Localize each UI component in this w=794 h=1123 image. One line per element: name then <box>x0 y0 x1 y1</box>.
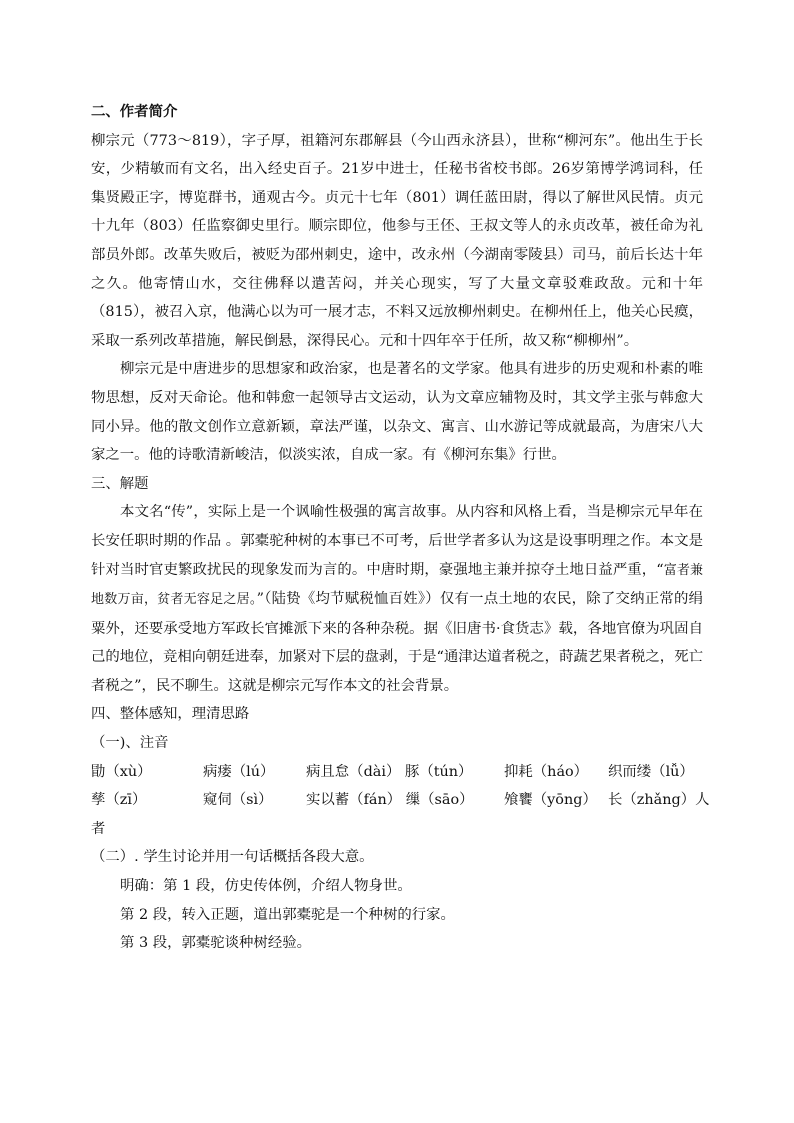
pronunciation-item: 病且怠（dài） 豚（tún） <box>306 763 473 780</box>
pronunciation-item: 勖（xù） <box>91 763 152 780</box>
document-body <box>91 98 710 958</box>
pronunciation-item: 长（zhǎng）人 <box>608 792 710 809</box>
paragraph-author-bio: 柳宗元（773～819），字子厚，祖籍河东郡解县（今山西永济县），世称“柳河东”。他出生于长安，少精敏而有文名，出入经史百子。21岁中进士，任秘书省校书郎。26岁第博学鸿词科，任集贤殿正字，博览群书，通观古今。贞元十七年（801）调任蓝田尉，得以了解世风民情。贞元十九年（803）任监察御史里行。顺宗即位，他参与王伾、王叔文等人的永贞改革，被任命为礼部员外郎。改革失败后，被贬为邵州刺史，途中，改永州（今湖南零陵县）司马，前后长达十年之久。他寄情山水，交往佛释以遣苦闷，并关心现实，写了大量文章驳难政敌。元和十年（815），被召入京，他满心以为可一展才志，不料又远放柳州刺史。在柳州任上，他关心民瘼，采取一系列改革措施，解民倒悬，深得民心。元和十四年卒于任所，故又称“柳柳州”。 <box>91 132 703 349</box>
summary-line: 明确：第 1 段，仿史传体例，介绍人物身世。 <box>120 878 412 895</box>
paragraph-title-explanation <box>91 498 703 700</box>
pronunciation-item: 实以蓄（fán） 缫（sāo） <box>306 792 474 809</box>
pronunciation-item: 抑耗（háo） <box>504 763 589 780</box>
summary-line: 第 2 段，转入正题，道出郭橐驼是一个种树的行家。 <box>120 906 455 923</box>
pronunciation-item: 孳（zī） <box>91 792 147 809</box>
pronunciation-item: 窥伺（sì） <box>203 792 273 809</box>
pronunciation-item: 织而缕（lǚ） <box>608 763 694 780</box>
inline-quote: 富者兼地数万亩，贫者无容足之居。 <box>91 562 703 608</box>
paragraph-author-assessment: 柳宗元是中唐进步的思想家和政治家，也是著名的文学家。他具有进步的历史观和朴素的唯物思想，反对天命论。他和韩愈一起领导古文运动，认为文章应辅物及时，其文学主张与韩愈大同小异。他的散文创作立意新颖，章法严谨，以杂文、寓言、山水游记等成就最高，为唐宋八大家之一。他的诗歌清新峻洁，似淡实浓，自成一家。有《柳河东集》行世。 <box>91 361 703 464</box>
summary-line: 第 3 段，郭橐驼谈种树经验。 <box>120 935 311 952</box>
section-heading-title-explanation: 三、解题 <box>91 475 149 492</box>
section-heading-overview: 四、整体感知，理清思路 <box>91 706 250 723</box>
subheading-paragraph-summary: （二）. 学生讨论并用一句话概括各段大意。 <box>91 849 374 866</box>
pronunciation-item: 飧饔（yōng） <box>504 792 597 809</box>
paragraph-text-before-quote: 本文名“传”，实际上是一个讽喻性极强的寓言故事。从内容和风格上看，当是柳宗元早年在长安任职时期的作品 。郭橐驼种树的本事已不可考，后世学者多认为这是设事明理之作。本文是针对当时官吏繁政扰民的现象发而为言的。中唐时期，豪强地主兼并掠夺土地日益严重，“ <box>91 504 703 578</box>
pronunciation-item-continuation: 者 <box>91 820 106 837</box>
pronunciation-item: 病瘘（lú） <box>203 763 275 780</box>
paragraph-text-after-quote: ”（陆贽《均节赋税恤百姓》）仅有一点土地的农民，除了交纳正常的绢粟外，还要承受地方军政长官摊派下来的各种杂税。据《旧唐书·食货志》载，各地官僚为巩固自己的地位，竞相向朝廷进奉，加紧对下层的盘剥，于是“通津达道者税之，莳蔬艺果者税之，死亡者税之”，民不聊生。这就是柳宗元写作本文的社会背景。 <box>91 591 703 694</box>
pronunciation-table <box>91 758 710 815</box>
section-heading-author: 二、作者简介 <box>91 103 178 120</box>
subheading-pronunciation: （一)、注音 <box>91 735 169 752</box>
